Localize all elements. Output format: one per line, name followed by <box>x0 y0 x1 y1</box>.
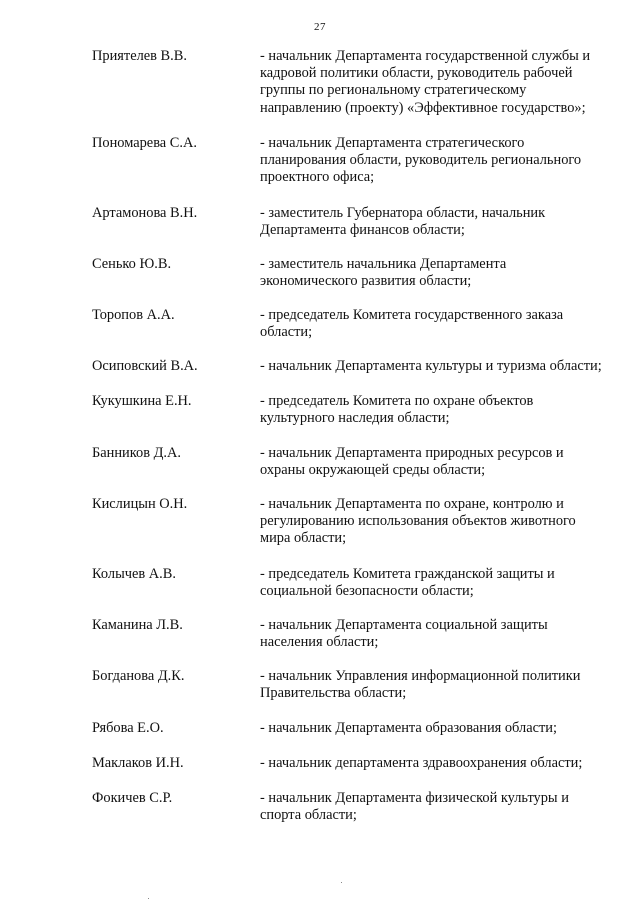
member-role: - начальник департамента здравоохранения области; <box>260 755 583 771</box>
member-name: Каманина Л.В. <box>92 617 183 633</box>
member-role: - начальник Департамента стратегического планирования области, руководитель регионального проектного офиса; <box>260 135 582 186</box>
member-name: Маклаков И.Н. <box>92 755 184 771</box>
member-name: Осиповский В.А. <box>92 358 198 374</box>
member-name: Артамонова В.Н. <box>92 205 198 221</box>
member-name: Богданова Д.К. <box>92 668 185 684</box>
member-role: - заместитель начальника Департамента экономического развития области; <box>260 256 507 290</box>
member-role: - начальник Департамента природных ресурсов и охраны окружающей среды области; <box>260 445 564 479</box>
member-role: - начальник Департамента физической культуры и спорта области; <box>260 790 569 824</box>
member-role: - председатель Комитета государственного заказа области; <box>260 307 564 341</box>
member-name: Торопов А.А. <box>92 307 175 323</box>
member-role: - председатель Комитета гражданской защиты и социальной безопасности области; <box>260 566 555 600</box>
member-name: Рябова Е.О. <box>92 720 164 736</box>
member-name: Фокичев С.Р. <box>92 790 173 806</box>
member-role: - начальник Департамента по охране, контролю и регулированию использования объектов животного мира области; <box>260 496 576 547</box>
scan-speck <box>341 882 342 883</box>
member-role: - заместитель Губернатора области, начальник Департамента финансов области; <box>260 205 546 239</box>
member-name: Пономарева С.А. <box>92 135 197 151</box>
member-name: Банников Д.А. <box>92 445 182 461</box>
member-name: Колычев А.В. <box>92 566 176 582</box>
member-role: - начальник Департамента образования области; <box>260 720 557 736</box>
member-name: Кислицын О.Н. <box>92 496 188 512</box>
page-number: 27 <box>314 21 326 33</box>
member-name: Приятелев В.В. <box>92 48 187 64</box>
member-role: - председатель Комитета по охране объектов культурного наследия области; <box>260 393 534 427</box>
member-name: Кукушкина Е.Н. <box>92 393 192 409</box>
member-role: - начальник Управления информационной политики Правительства области; <box>260 668 581 702</box>
member-role: - начальник Департамента государственной службы и кадровой политики области, руководитель рабочей группы по региональному стратегическому направлению (проекту) «Эффективное государство»; <box>260 48 591 116</box>
member-role: - начальник Департамента культуры и туризма области; <box>260 358 602 374</box>
member-name: Сенько Ю.В. <box>92 256 172 272</box>
member-role: - начальник Департамента социальной защиты населения области; <box>260 617 548 651</box>
scan-speck <box>148 898 149 899</box>
